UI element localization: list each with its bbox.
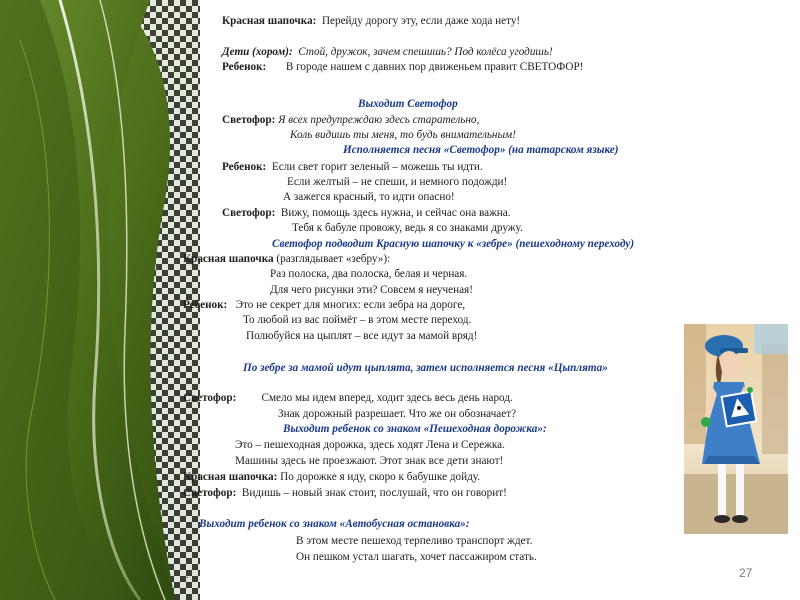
line-9: Если желтый – не спеши, и немного подожди! [287, 176, 508, 188]
line-26 [183, 470, 480, 484]
stage-direction: По зебре за мамой идут цыплята, затем исполняется песня «Цыплята» [243, 362, 608, 374]
speaker-label: Красная шапочка [183, 253, 274, 265]
speaker-label: Светофор: [222, 114, 276, 126]
stage-direction: Выходит ребенок со знаком «Автобусная остановка»: [199, 518, 470, 530]
line-2 [222, 45, 553, 59]
line-5 [222, 113, 479, 127]
line-3 [222, 60, 583, 74]
line-12: Тебя к бабуле провожу, ведь я со знаками дружу. [292, 222, 523, 234]
line-1 [222, 14, 520, 28]
line-18: То любой из вас поймёт – в этом месте переход. [243, 314, 472, 326]
line-25: Машины здесь не проезжают. Этот знак все дети знают! [235, 455, 504, 467]
line-text: Перейду дорогу эту, если даже хода нету! [321, 15, 521, 27]
green-swoosh-decoration [0, 0, 200, 600]
child-costume-photo [684, 324, 788, 534]
line-16: Для чего рисунки эти? Совсем я неученая! [270, 284, 473, 296]
line-text: Это не секрет для многих: если зебра на дороге, [235, 299, 466, 311]
line-text: Видишь – новый знак стоит, послушай, что он говорит! [241, 487, 507, 499]
line-14 [183, 252, 390, 266]
line-19: Полюбуйся на цыплят – все идут за мамой вряд! [246, 330, 478, 342]
line-10: А зажегся красный, то идти опасно! [283, 191, 455, 203]
line-27 [183, 486, 507, 500]
speaker-label: Дети (хором): [222, 46, 293, 58]
speaker-label: Красная шапочка: [222, 15, 317, 27]
line-17 [183, 298, 465, 312]
stage-direction: Выходит Светофор [358, 98, 458, 110]
stage-direction: Исполняется песня «Светофор» (на татарском языке) [343, 144, 619, 156]
line-text: Смело мы идем вперед, ходит здесь весь день народ. [261, 392, 513, 404]
speaker-label: Ребенок: [183, 299, 228, 311]
line-8 [222, 160, 483, 174]
line-11 [222, 206, 511, 220]
line-text: В городе нашем с давних пор движеньем правит СВЕТОФОР! [285, 61, 584, 73]
line-22: Знак дорожный разрешает. Что же он обозначает? [278, 408, 517, 420]
line-29: В этом месте пешеход терпеливо транспорт ждет. [296, 535, 533, 547]
line-text: (разглядывает «зебру»): [276, 253, 391, 265]
line-text: Стой, дружок, зачем спешишь? Под колёса угодишь! [298, 46, 553, 58]
line-text: Вижу, помощь здесь нужна, и сейчас она важна. [280, 207, 511, 219]
speaker-label: Светофор: [183, 392, 237, 404]
line-6: Коль видишь ты меня, то будь внимательным! [290, 129, 516, 141]
page-number: 27 [739, 566, 753, 580]
line-text: Я всех предупреждаю здесь старательно, [278, 114, 480, 126]
speaker-label: Светофор: [222, 207, 276, 219]
stage-direction: Выходит ребенок со знаком «Пешеходная дорожка»: [283, 423, 547, 435]
line-24: Это – пешеходная дорожка, здесь ходят Лена и Сережка. [235, 439, 505, 451]
line-15: Раз полоска, два полоска, белая и черная. [270, 268, 468, 280]
stage-direction: Светофор подводит Красную шапочку к «зебре» (пешеходному переходу) [272, 238, 635, 250]
speaker-label: Светофор: [183, 487, 237, 499]
line-text: По дорожке я иду, скоро к бабушке дойду. [280, 471, 481, 483]
speaker-label: Красная шапочка: [183, 471, 278, 483]
speaker-label: Ребенок: [222, 161, 267, 173]
line-21 [183, 391, 513, 405]
footer-dot: . [186, 570, 189, 581]
line-30: Он пешком устал шагать, хочет пассажиром стать. [296, 551, 537, 563]
speaker-label: Ребенок: [222, 61, 267, 73]
line-text: Если свет горит зеленый – можешь ты идти. [271, 161, 483, 173]
